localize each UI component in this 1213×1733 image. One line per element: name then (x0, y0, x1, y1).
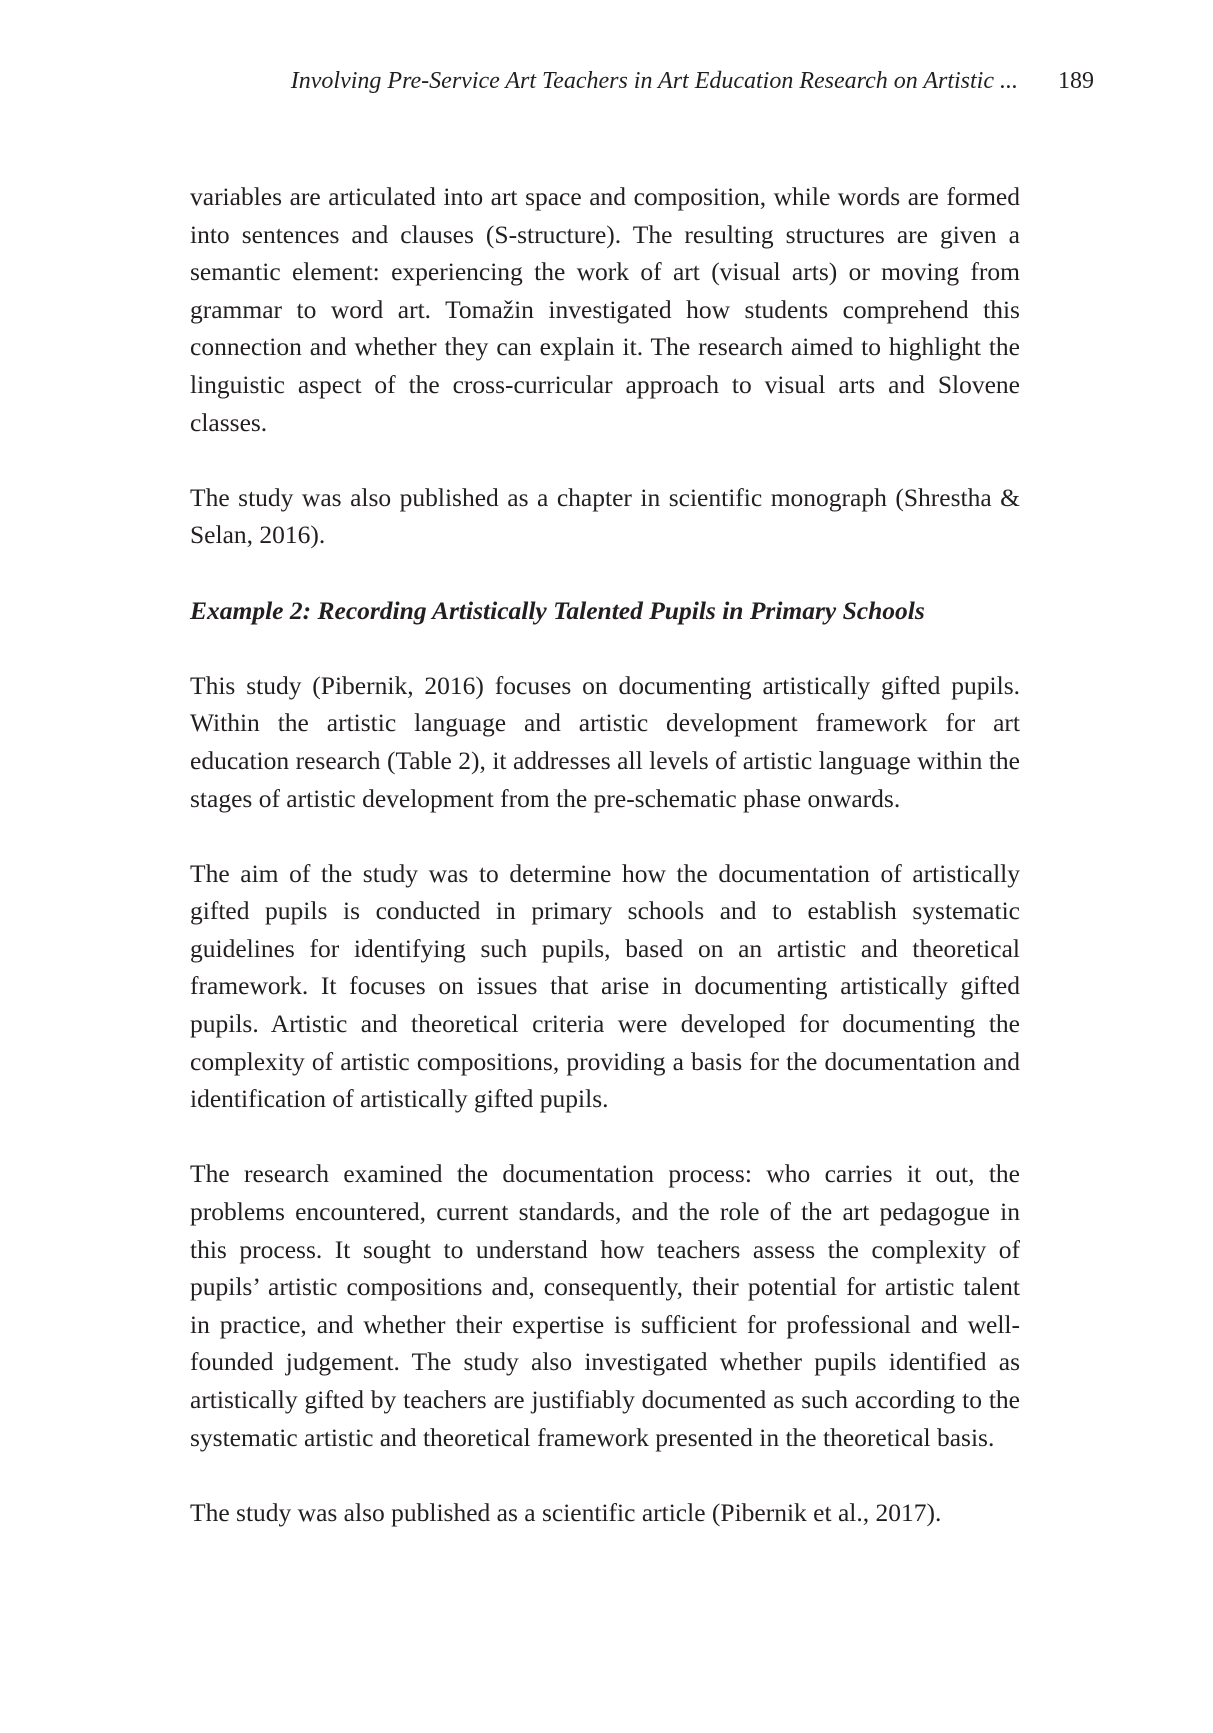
paragraph-gap (190, 554, 1020, 592)
paragraph-gap (190, 1456, 1020, 1494)
paragraph-6: The study was also published as a scientific article (Pibernik et al., 2017). (190, 1497, 942, 1527)
text-body (190, 178, 1020, 1531)
page-number: 189 (1058, 68, 1094, 94)
running-header (190, 64, 1094, 98)
paragraph-3: This study (Pibernik, 2016) focuses on documenting artistically gifted pupils. Within the artistic language and artistic development framework for art education research (Table 2), it addresses all levels of artistic language within the stages of artistic development from the pre-schematic phase onwards. (190, 670, 1020, 813)
paragraph-gap (190, 629, 1020, 667)
paragraph-gap (190, 1118, 1020, 1156)
paragraph-4: The aim of the study was to determine how the documentation of artistically gifted pupils is conducted in primary schools and to establish systematic guidelines for identifying such pupils, based on an artistic and theoretical framework. It focuses on issues that arise in documenting artistically gifted pupils. Artistic and theoretical criteria were developed for documenting the complexity of artistic compositions, providing a basis for the documentation and identification of artistically gifted pupils. (190, 858, 1020, 1114)
section-heading: Example 2: Recording Artistically Talented Pupils in Primary Schools (190, 595, 925, 625)
paragraph-5: The research examined the documentation process: who carries it out, the problems encountered, current standards, and the role of the art pedagogue in this process. It sought to understand how teachers assess the complexity of pupils’ artistic compositions and, consequently, their potential for artistic talent in practice, and whether their expertise is sufficient for professional and well-founded judgement. The study also investigated whether pupils identified as artistically gifted by teachers are justifiably documented as such according to the systematic artistic and theoretical framework presented in the theoretical basis. (190, 1159, 1020, 1452)
paragraph-gap (190, 441, 1020, 479)
paragraph-gap (190, 817, 1020, 855)
running-title: Involving Pre-Service Art Teachers in Art Education Research on Artistic ... (290, 68, 1018, 94)
paragraph-1: variables are articulated into art space and composition, while words are formed into sentences and clauses (S-structure). The resulting structures are given a semantic element: experiencing the work of art (visual arts) or moving from grammar to word art. Tomažin investigated how students comprehend this connection and whether they can explain it. The research aimed to highlight the linguistic aspect of the cross-curricular approach to visual arts and Slovene classes. (190, 182, 1020, 437)
paragraph-2: The study was also published as a chapter in scientific monograph (Shrestha & Selan, 2016). (190, 482, 1020, 550)
